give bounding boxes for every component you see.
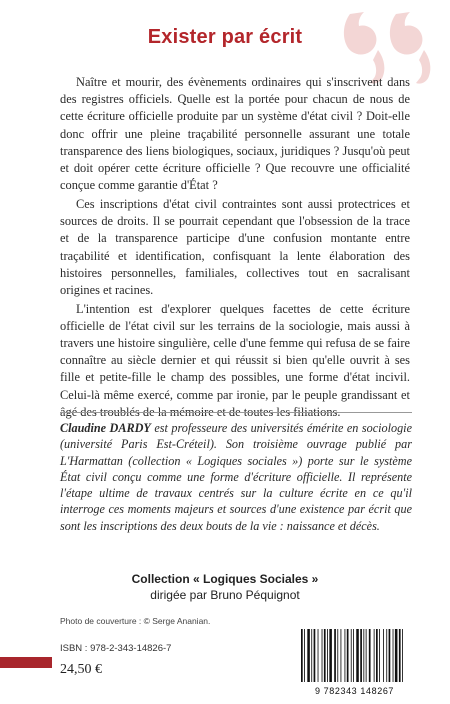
price: 24,50 € [60,662,102,677]
barcode-bars-icon [297,628,412,684]
book-title: Exister par écrit [147,26,303,48]
collection-title: Collection « Logiques Sociales » [131,572,319,586]
barcode-digits: 9 782343 148267 [314,686,395,696]
blurb-paragraph: Ces inscriptions d'état civil contraintes sont aussi protectrices et sources de droits. Il se pourrait cependant que l'obsession de la trace et de la transparence participe d'une confusion montante entre traçabilité et identification, confisquant la lente élaboration des histoires personnelles, familiales, collectives tout en sacralisant origines et racines. [60,196,410,297]
blurb-paragraph: Naître et mourir, des évènements ordinaires qui s'inscrivent dans des registres officiels. Quelle est la portée pour chacun de nous de cette écriture officielle produite par un système d'état civil ? Doit-elle donc offrir une pleine traçabilité personnelle assurant une totale transparence des liens biologiques, sociaux, juridiques ? Jusqu'où peut et doit opérer cette écriture officielle ? Que recouvre une officialité conçue comme garantie d'État ? [60,75,410,193]
blurb-paragraph: L'intention est d'explorer quelques facettes de cette écriture officielle de l'état civil sur les terrains de la sociologie, mais aussi à travers une histoire singulière, celle d'une femme qui refusa de se faire connaître au siècle dernier et qui réussit si bien qu'elle ouvrit à ses fille et petite-fille le champ des possibles, une forme d'état incivil. Celui-là même exercé, comme par ironie, par le peuple grandissant et âgé des troublés de la mémoire et de toutes les filiations. [60,301,410,419]
author-bio-text: est professeure des universités émérite en sociologie (université Paris Est-Créteil). Son troisième ouvrage publié par L'Harmattan (collection « Logiques sociales ») porte sur le système État civil conçu comme une forme d'écriture officielle. Il représente l'étape ultime de travaux centrés sur la culture écrite en ce qu'il interroge ces moments majeurs et sources d'une existence par écrit que sont les inscriptions des deux bouts de la vie : naissance et décès. [60,421,412,533]
collection-info [0,571,450,603]
photo-credit: Photo de couverture : © Serge Ananian. [60,616,211,626]
section-divider [60,412,412,413]
author-bio [60,420,412,534]
isbn-text: ISBN : 978-2-343-14826-7 [60,643,172,654]
collection-director: dirigée par Bruno Péquignot [150,588,300,602]
author-name: Claudine DARDY [60,421,151,435]
barcode [297,628,412,696]
publisher-accent-bar [0,657,52,668]
blurb [60,74,410,423]
